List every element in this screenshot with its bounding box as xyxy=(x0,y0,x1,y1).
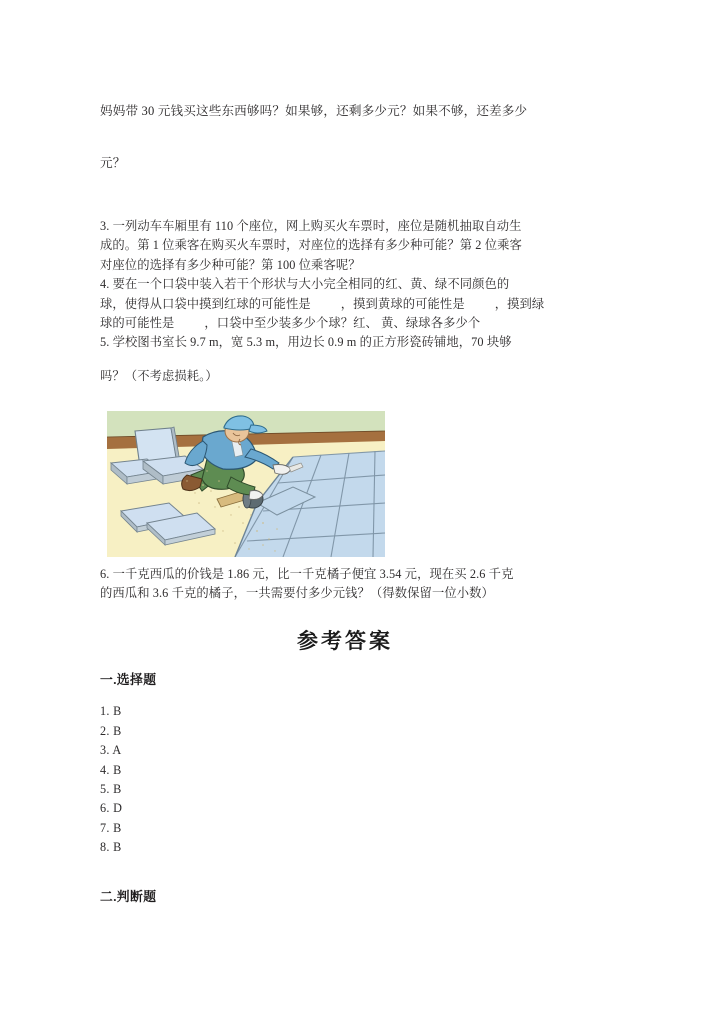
list-item: 6. D xyxy=(100,801,123,816)
question-2-line-1: 妈妈带 30 元钱买这些东西够吗？如果够，还剩多少元？如果不够，还差多少 xyxy=(100,104,528,118)
question-4-line-3-part-b: ，口袋中至少装多少个球？红、 黄、绿球各多少个 xyxy=(204,316,481,331)
question-3-line-1: 3. 一列动车车厢里有 110 个座位，网上购买火车票时，座位是随机抽取自动生 xyxy=(100,219,522,233)
list-item: 3. A xyxy=(100,743,122,758)
choice-answer-list xyxy=(100,702,620,857)
question-4-line-2-part-b: ，摸到黄球的可能性是 xyxy=(340,296,465,311)
spacer xyxy=(100,353,620,367)
question-4-line-1: 4. 要在一个口袋中装入若干个形状与大小完全相同的红、黄、绿不同颜色的 xyxy=(100,277,510,292)
list-item: 7. B xyxy=(100,820,122,835)
illustration-worker-laying-tiles xyxy=(107,411,385,557)
list-item: 4. B xyxy=(100,762,122,777)
spacer xyxy=(100,189,620,217)
spacer xyxy=(100,688,620,702)
question-5 xyxy=(100,333,620,386)
question-6-line-2: 的西瓜和 3.6 千克的橘子，一共需要付多少元钱？（得数保留一位小数） xyxy=(100,586,494,601)
spacer xyxy=(100,655,620,669)
question-6-line-1: 6. 一千克西瓜的价钱是 1.86 元，比一千克橘子便宜 3.54 元，现在买 2.6 千克 xyxy=(100,566,514,581)
question-3-line-3: 对座位的选择有多少种可能？第 100 位乘客呢？ xyxy=(100,257,361,272)
spacer xyxy=(100,557,620,565)
question-4-line-3-part-a: 球的可能性是 xyxy=(100,316,175,331)
question-4-line-2 xyxy=(100,295,620,314)
question-4-line-3 xyxy=(100,314,620,333)
question-4-line-2-part-c: ，摸到绿 xyxy=(494,296,545,311)
answer-section-heading-judgement: 二.判断题 xyxy=(100,889,157,904)
answer-key-title: 参考答案 xyxy=(297,629,393,654)
question-4 xyxy=(100,275,620,333)
tiling-scene-svg xyxy=(107,411,385,557)
list-item: 8. B xyxy=(100,840,122,855)
answer-section-heading-choice: 一.选择题 xyxy=(100,673,157,688)
list-item: 1. B xyxy=(100,704,122,719)
list-item: 5. B xyxy=(100,782,122,797)
question-3-line-2: 成的。第 1 位乘客在购买火车票时，对座位的选择有多少种可能？第 2 位乘客 xyxy=(100,238,522,253)
question-6 xyxy=(100,565,620,604)
question-4-line-2-part-a: 球，使得从口袋中摸到红球的可能性是 xyxy=(100,296,311,311)
list-item: 2. B xyxy=(100,723,122,738)
question-5-line-2: 吗？（不考虑损耗。） xyxy=(100,369,218,384)
document-content xyxy=(100,85,620,905)
question-2-tail xyxy=(100,85,620,189)
spacer xyxy=(100,858,620,886)
question-5-line-1: 5. 学校图书室长 9.7 m，宽 5.3 m，用边长 0.9 m 的正方形瓷砖铺地，70 块够 xyxy=(100,335,512,350)
question-3 xyxy=(100,217,620,275)
question-2-line-2: 元？ xyxy=(100,156,126,170)
